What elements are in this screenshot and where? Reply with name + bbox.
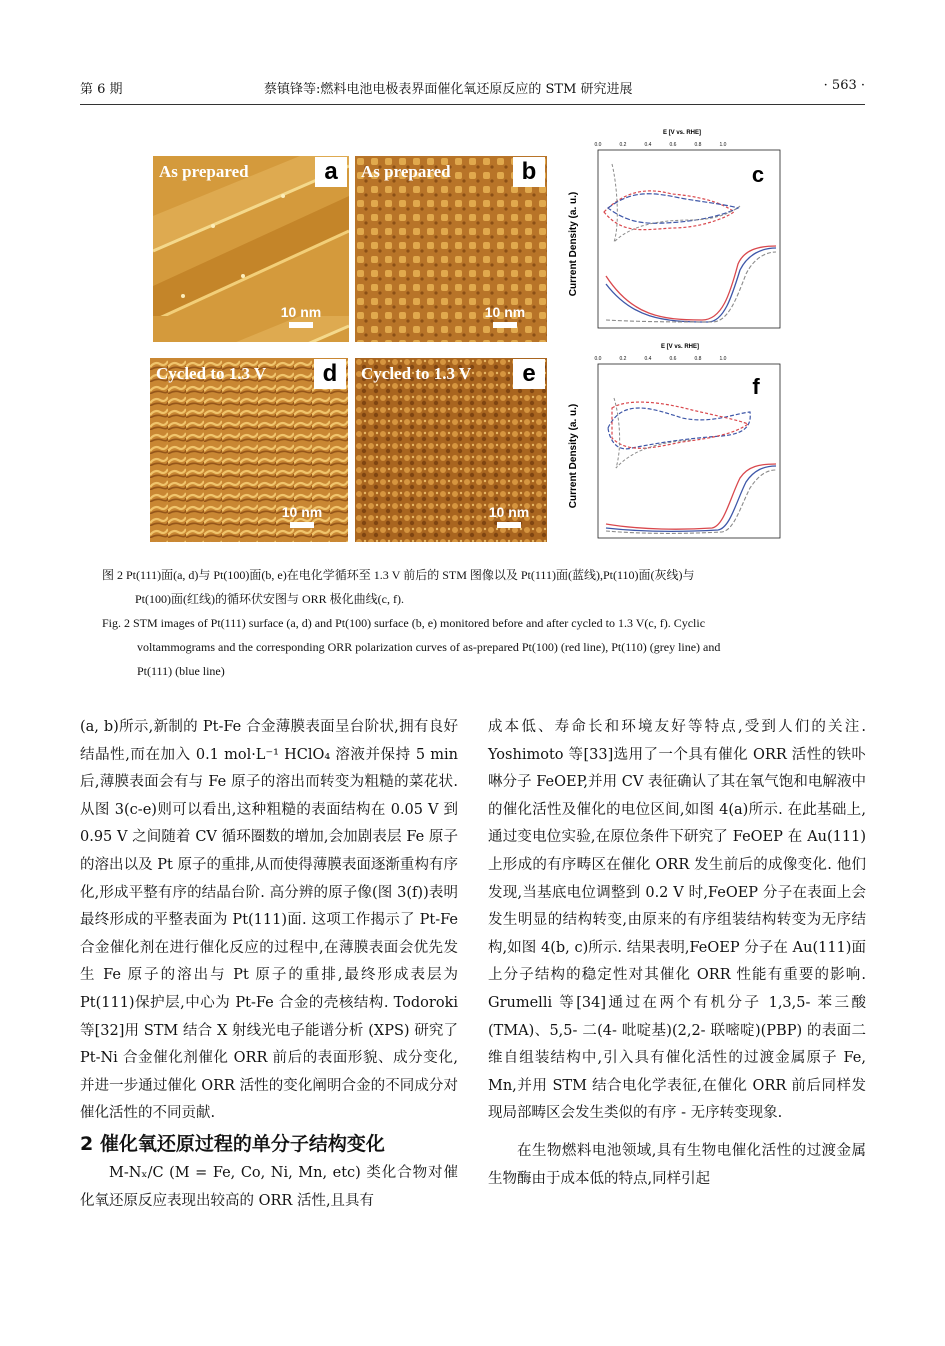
plot-f-orr-blue bbox=[606, 466, 776, 531]
panel-d-letter: d bbox=[314, 359, 346, 389]
panel-b-label: As prepared bbox=[361, 162, 451, 181]
body-right-column bbox=[488, 714, 866, 1193]
plot-c-cv-red bbox=[604, 191, 734, 230]
plot-c-tick-1: 0.2 bbox=[619, 142, 627, 148]
plot-c-tick-0: 0.0 bbox=[594, 142, 602, 148]
plot-c-tick-3: 0.6 bbox=[669, 142, 677, 148]
plot-c-letter: c bbox=[751, 162, 765, 187]
panel-b-letter: b bbox=[513, 157, 545, 187]
body-right-paragraph-2: 在生物燃料电池领域,具有生物电催化活性的过渡金属生物酶由于成本低的特点,同样引起 bbox=[488, 1142, 866, 1187]
plot-c-orr-blue bbox=[606, 248, 776, 322]
panel-e-letter: e bbox=[513, 359, 545, 389]
cv-plot-f bbox=[562, 338, 782, 542]
plot-f-tick-5: 1.0 bbox=[719, 356, 727, 362]
plot-f-cv-grey bbox=[614, 398, 692, 468]
caption-cn-line1: 图 2 Pt(111)面(a, d)与 Pt(100)面(b, e)在电化学循环至 1.3 V 前后的 STM 图像以及 Pt(111)面(蓝线),Pt(110)面(灰线)与 bbox=[102, 568, 695, 582]
plot-f-tick-0: 0.0 bbox=[594, 356, 602, 362]
body-left-paragraph-1: (a, b)所示,新制的 Pt-Fe 合金薄膜表面呈台阶状,拥有良好结晶性,而在加入 0.1 mol·L⁻¹ HClO₄ 溶液并保持 5 min 后,薄膜表面会有与 Fe 原子的溶出而转变为粗糙的菜花状. 从图 3(c-e)则可以看出,这种粗糙的表面结构在 0.05 V 到 0.95 V 之间随着 CV 循环圈数的增加,会加剧表层 Fe 原子的溶出以及 Pt 原子的重排,从而使得薄膜表面逐渐重构有序化,形成平整有序的结晶台阶. 高分辨的原子像(图 3(f))表明最终形成的平整表面为 Pt(111)面. 这项工作揭示了 Pt-Fe 合金催化剂在进行催化反应的过程中,在薄膜表面会优先发生 Fe 原子的溶出与 Pt 原子的重排,最终形成表层为 Pt(111)保护层,中心为 Pt-Fe 合金的壳核结构. Todoroki 等[32]用 STM 结合 X 射线光电子能谱分析 (XPS) 研究了 Pt-Ni 合金催化剂催化 ORR 前后的表面形貌、成分变化,并进一步通过催化 ORR 活性的变化阐明合金的不同成分对催化活性的不同贡献. bbox=[80, 719, 458, 1122]
plot-c-tick-2: 0.4 bbox=[644, 142, 652, 148]
plot-c-xlabel: E [V vs. RHE] bbox=[662, 130, 702, 136]
issue-number: 第 6 期 bbox=[80, 82, 123, 97]
body-right-paragraph-1: 成本低、寿命长和环境友好等特点,受到人们的关注. Yoshimoto 等[33]选用了一个具有催化 ORR 活性的铁卟啉分子 FeOEP,并用 CV 表征确认了其在氧气饱和电解液中的催化活性及催化的电位区间,如图 4(a)所示. 在此基础上,通过变电位实验,在原位条件下研究了 FeOEP 在 Au(111)上形成的有序畴区在催化 ORR 发生前后的成像变化. 他们发现,当基底电位调整到 0.2 V 时,FeOEP 分子在表面上会发生明显的结构转变,由原来的有序组装结构转变为无序结构,如图 4(b, c)所示. 结果表明,FeOEP 分子在 Au(111)面上分子结构的稳定性对其催化 ORR 性能有重要的影响. Grumelli 等[34]通过在两个有机分子 1,3,5- 苯三酸(TMA)、5,5- 二(4- 吡啶基)(2,2- 联嘧啶)(PBP) 的表面二维自组装结构中,引入具有催化活性的过渡金属原子 Fe, Mn,并用 STM 结合电化学表征,在催化 ORR 前后同样发现局部畴区会发生类似的有序 - 无序转变现象. bbox=[488, 719, 866, 1122]
plot-f-tick-2: 0.4 bbox=[644, 356, 652, 362]
header-rule bbox=[80, 104, 865, 105]
plot-c-orr-grey bbox=[606, 252, 776, 322]
page-number: · 563 · bbox=[823, 78, 865, 93]
panel-d-scalebar bbox=[272, 504, 332, 528]
caption-en-line3: Pt(111) (blue line) bbox=[137, 664, 225, 678]
plot-c-tick-4: 0.8 bbox=[694, 142, 702, 148]
panel-e-scalebar bbox=[479, 504, 539, 528]
panel-b-scalebar bbox=[475, 304, 535, 328]
stm-panel-e bbox=[355, 358, 547, 542]
plot-f-letter: f bbox=[752, 374, 760, 399]
caption-cn-line2: Pt(100)面(红线)的循环伏安图与 ORR 极化曲线(c, f). bbox=[135, 592, 404, 606]
plot-f-xlabel: E [V vs. RHE] bbox=[660, 344, 700, 350]
panel-a-letter: a bbox=[315, 157, 347, 187]
body-left-column bbox=[80, 714, 458, 1215]
plot-f-tick-3: 0.6 bbox=[669, 356, 677, 362]
panel-a-scale-text: 10 nm bbox=[280, 304, 322, 320]
plot-c-cv-grey bbox=[612, 164, 740, 242]
caption-en-line1: Fig. 2 STM images of Pt(111) surface (a, d) and Pt(100) surface (b, e) monitored before and after cycled to 1.3 V(c, f). Cyclic bbox=[102, 616, 706, 630]
cv-plot-c bbox=[562, 124, 782, 334]
stm-panel-d bbox=[150, 358, 348, 542]
section-heading: 2 催化氧还原过程的单分子结构变化 bbox=[80, 1132, 385, 1155]
running-header bbox=[80, 78, 865, 100]
plot-f-tick-1: 0.2 bbox=[619, 356, 627, 362]
panel-a-label: As prepared bbox=[159, 162, 249, 181]
plot-f-ylabel: Current Density (a. u.) bbox=[568, 403, 579, 509]
running-title: 蔡镇锋等:燃料电池电极表界面催化氧还原反应的 STM 研究进展 bbox=[264, 82, 633, 97]
panel-e-label: Cycled to 1.3 V bbox=[361, 364, 472, 383]
plot-c-cv-blue bbox=[608, 194, 738, 224]
caption-en-line2: voltammograms and the corresponding ORR polarization curves of as-prepared Pt(100) (red line), Pt(110) (grey line) and bbox=[137, 640, 721, 654]
stm-panel-a bbox=[153, 156, 349, 342]
panel-d-label: Cycled to 1.3 V bbox=[156, 364, 267, 383]
stm-panel-b bbox=[355, 156, 547, 342]
plot-f-tick-4: 0.8 bbox=[694, 356, 702, 362]
panel-e-scale-text: 10 nm bbox=[488, 504, 530, 520]
plot-c-tick-5: 1.0 bbox=[719, 142, 727, 148]
plot-f-orr-red bbox=[606, 464, 776, 529]
body-left-paragraph-2: M-Nₓ/C (M = Fe, Co, Ni, Mn, etc) 类化合物对催化氧还原反应表现出较高的 ORR 活性,且具有 bbox=[80, 1164, 458, 1209]
panel-a-scalebar bbox=[271, 304, 331, 328]
plot-c-ylabel: Current Density (a. u.) bbox=[568, 191, 579, 297]
panel-d-scale-text: 10 nm bbox=[281, 504, 323, 520]
plot-f-orr-grey bbox=[606, 470, 776, 533]
panel-b-scale-text: 10 nm bbox=[484, 304, 526, 320]
